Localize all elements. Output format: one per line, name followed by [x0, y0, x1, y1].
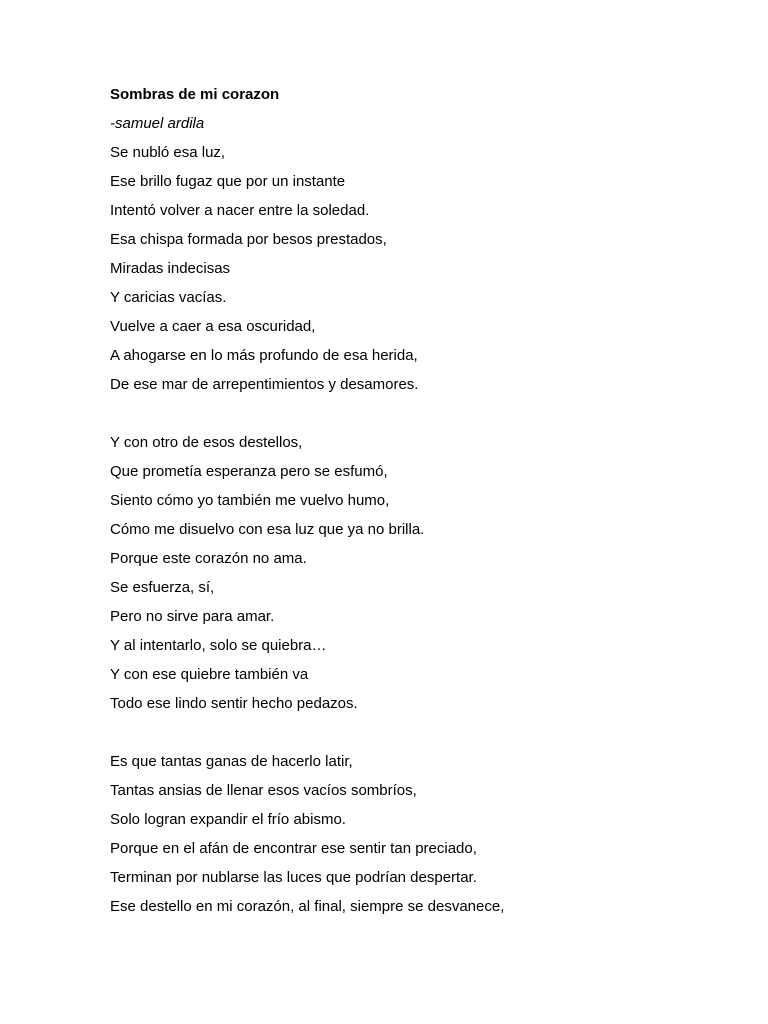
stanza-1 — [110, 138, 710, 399]
poem-line: Ese brillo fugaz que por un instante — [110, 173, 346, 190]
poem-line: Y caricias vacías. — [110, 289, 227, 306]
poem-line: Y con ese quiebre también va — [110, 666, 309, 683]
poem-line: Que prometía esperanza pero se esfumó, — [110, 463, 388, 480]
poem-line: Y al intentarlo, solo se quiebra… — [110, 637, 327, 654]
poem-line: Pero no sirve para amar. — [110, 608, 275, 625]
poem-line: Terminan por nublarse las luces que podrían despertar. — [110, 869, 477, 886]
poem-line: Se nubló esa luz, — [110, 144, 226, 161]
poem-author: -samuel ardila — [110, 115, 205, 132]
poem-line: Ese destello en mi corazón, al final, siempre se desvanece, — [110, 898, 505, 915]
poem-line: Vuelve a caer a esa oscuridad, — [110, 318, 316, 335]
poem-line: Solo logran expandir el frío abismo. — [110, 811, 346, 828]
poem-line: Tantas ansias de llenar esos vacíos sombríos, — [110, 782, 417, 799]
poem-line: Intentó volver a nacer entre la soledad. — [110, 202, 370, 219]
poem-line: De ese mar de arrepentimientos y desamores. — [110, 376, 419, 393]
poem-line: Y con otro de esos destellos, — [110, 434, 303, 451]
stanza-3 — [110, 747, 710, 921]
stanza-2 — [110, 428, 710, 718]
poem-line: Siento cómo yo también me vuelvo humo, — [110, 492, 390, 509]
poem-line: A ahogarse en lo más profundo de esa herida, — [110, 347, 418, 364]
poem-line: Porque este corazón no ama. — [110, 550, 307, 567]
poem-line: Miradas indecisas — [110, 260, 231, 277]
poem-line: Esa chispa formada por besos prestados, — [110, 231, 387, 248]
poem-line: Todo ese lindo sentir hecho pedazos. — [110, 695, 358, 712]
poem-line: Porque en el afán de encontrar ese sentir tan preciado, — [110, 840, 477, 857]
stanza-break — [110, 718, 710, 747]
poem-line: Cómo me disuelvo con esa luz que ya no brilla. — [110, 521, 425, 538]
poem-line: Es que tantas ganas de hacerlo latir, — [110, 753, 353, 770]
poem-text-block — [110, 80, 710, 921]
poem-line: Se esfuerza, sí, — [110, 579, 215, 596]
stanza-break — [110, 399, 710, 428]
poem-title: Sombras de mi corazon — [110, 86, 280, 103]
